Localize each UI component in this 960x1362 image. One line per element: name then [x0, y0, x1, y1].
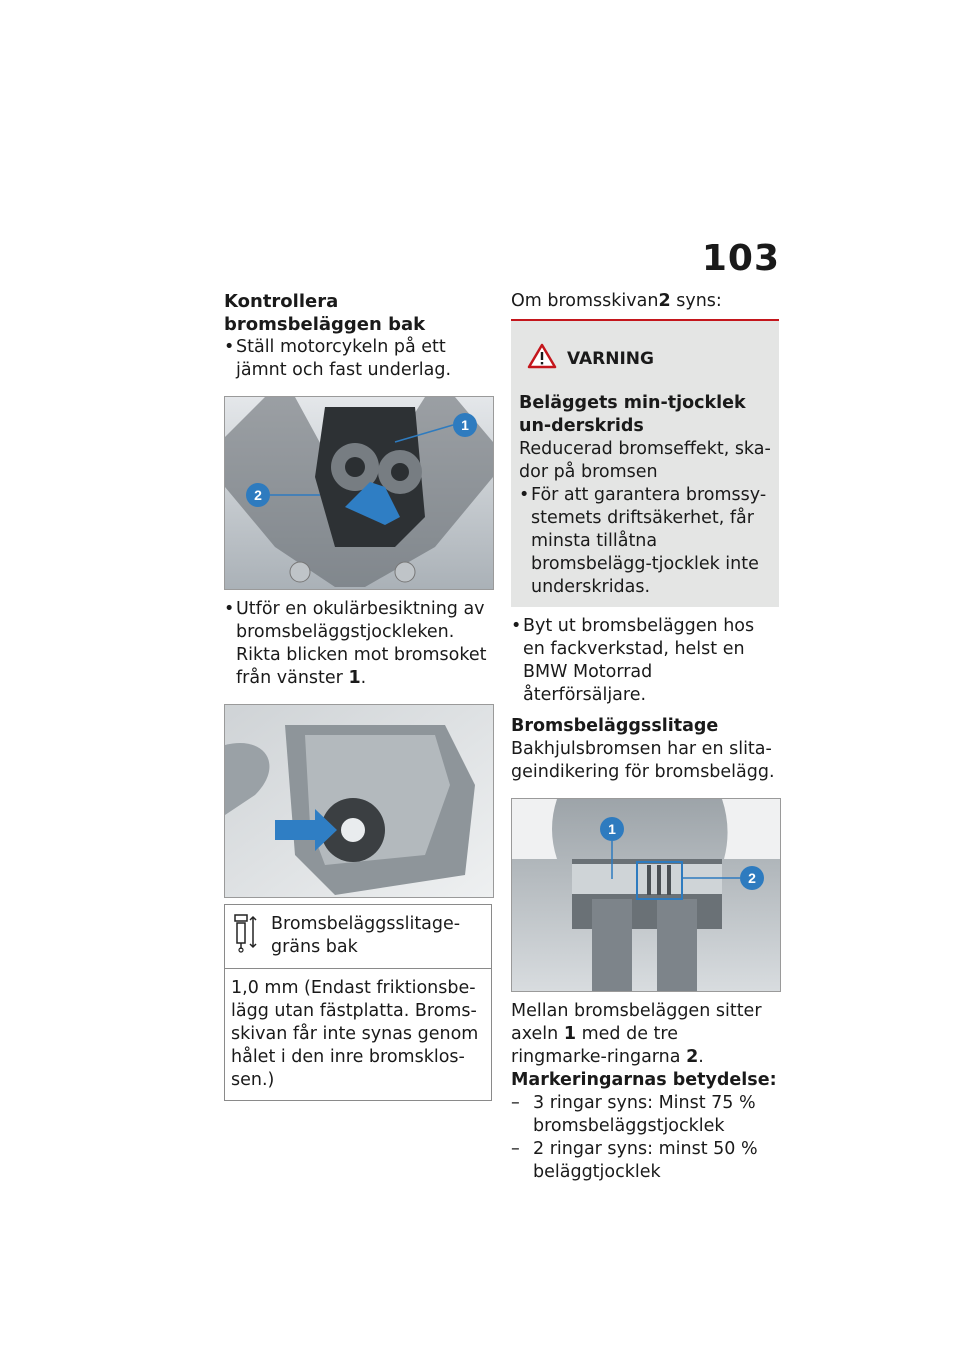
page-number: 103 [701, 238, 780, 279]
warning-triangle-icon [527, 343, 557, 376]
reference-number: 1 [348, 668, 361, 688]
section-heading: Kontrollera bromsbeläggen bak [224, 291, 426, 335]
reference-number: 2 [658, 291, 671, 311]
spec-value: 1,0 mm (Endast friktionsbe-lägg utan fästplatta. Broms-skivan får inte synas genom hålet i den inre bromsklos-sen.) [231, 978, 479, 1090]
instruction-bullet-3: • Byt ut bromsbeläggen hos en fackverkstad, helst en BMW Motorrad återförsäljare. [511, 615, 779, 707]
warning-box [511, 319, 779, 607]
callout-label: 2 [748, 870, 756, 886]
marking-heading: Markeringarnas betydelse: [511, 1070, 777, 1090]
subheading: Bromsbeläggsslitage [511, 716, 719, 736]
instruction-text: Utför en okulärbesiktning av bromsbeläggstjockleken. Rikta blicken mot bromsoket från vänster [236, 599, 487, 688]
para2-text-c: . [698, 1047, 704, 1067]
warning-title: Beläggets min-tjocklek un-derskrids [519, 393, 746, 436]
intro-suffix: syns: [676, 291, 722, 311]
warning-text: Reducerad bromseffekt, ska-dor på bromsen [519, 439, 771, 482]
marking-item-1: – 3 ringar syns: Minst 75 % bromsbeläggstjocklek [511, 1092, 779, 1138]
paragraph: Bakhjulsbromsen har en slita-geindikering för bromsbelägg. [511, 739, 775, 782]
right-column [511, 290, 779, 1184]
intro-line [511, 290, 779, 313]
reference-number: 2 [686, 1047, 699, 1067]
callout-label: 1 [461, 417, 469, 433]
figure-wear-indicator [511, 798, 781, 992]
brake-pad-wear-icon [231, 913, 271, 960]
paragraph-2 [511, 1000, 779, 1069]
instruction-bullet-1: • Ställ motorcykeln på ett jämnt och fast underlag. [224, 336, 492, 382]
spec-table [224, 904, 492, 1101]
spec-title: Bromsbeläggsslitage-gräns bak [271, 914, 461, 957]
warning-header [527, 343, 771, 376]
callout-label: 2 [254, 487, 262, 503]
spec-header [225, 905, 491, 969]
reference-number: 1 [563, 1024, 577, 1044]
callout-label: 1 [608, 821, 616, 837]
para2-text-a: Mellan bromsbeläggen sitter axeln [511, 1001, 762, 1044]
para2-text-b: med de tre ringmarke-ringarna [511, 1024, 681, 1067]
figure-brake-caliper-top [224, 396, 494, 590]
figure-brake-caliper-side [224, 704, 494, 898]
instruction-bullet-2: • Utför en okulärbesiktning av bromsbeläggstjockleken. Rikta blicken mot bromsoket från vänster 1. [224, 598, 492, 690]
marking-item-2: – 2 ringar syns: minst 50 % beläggtjocklek [511, 1138, 779, 1184]
left-column [224, 290, 492, 1101]
warning-label: VARNING [567, 349, 654, 369]
intro-text: Om bromsskivan [511, 291, 659, 311]
warning-bullet: • För att garantera bromssy-stemets driftsäkerhet, får minsta tillåtna bromsbelägg-tjocklek inte underskridas. [519, 484, 771, 599]
